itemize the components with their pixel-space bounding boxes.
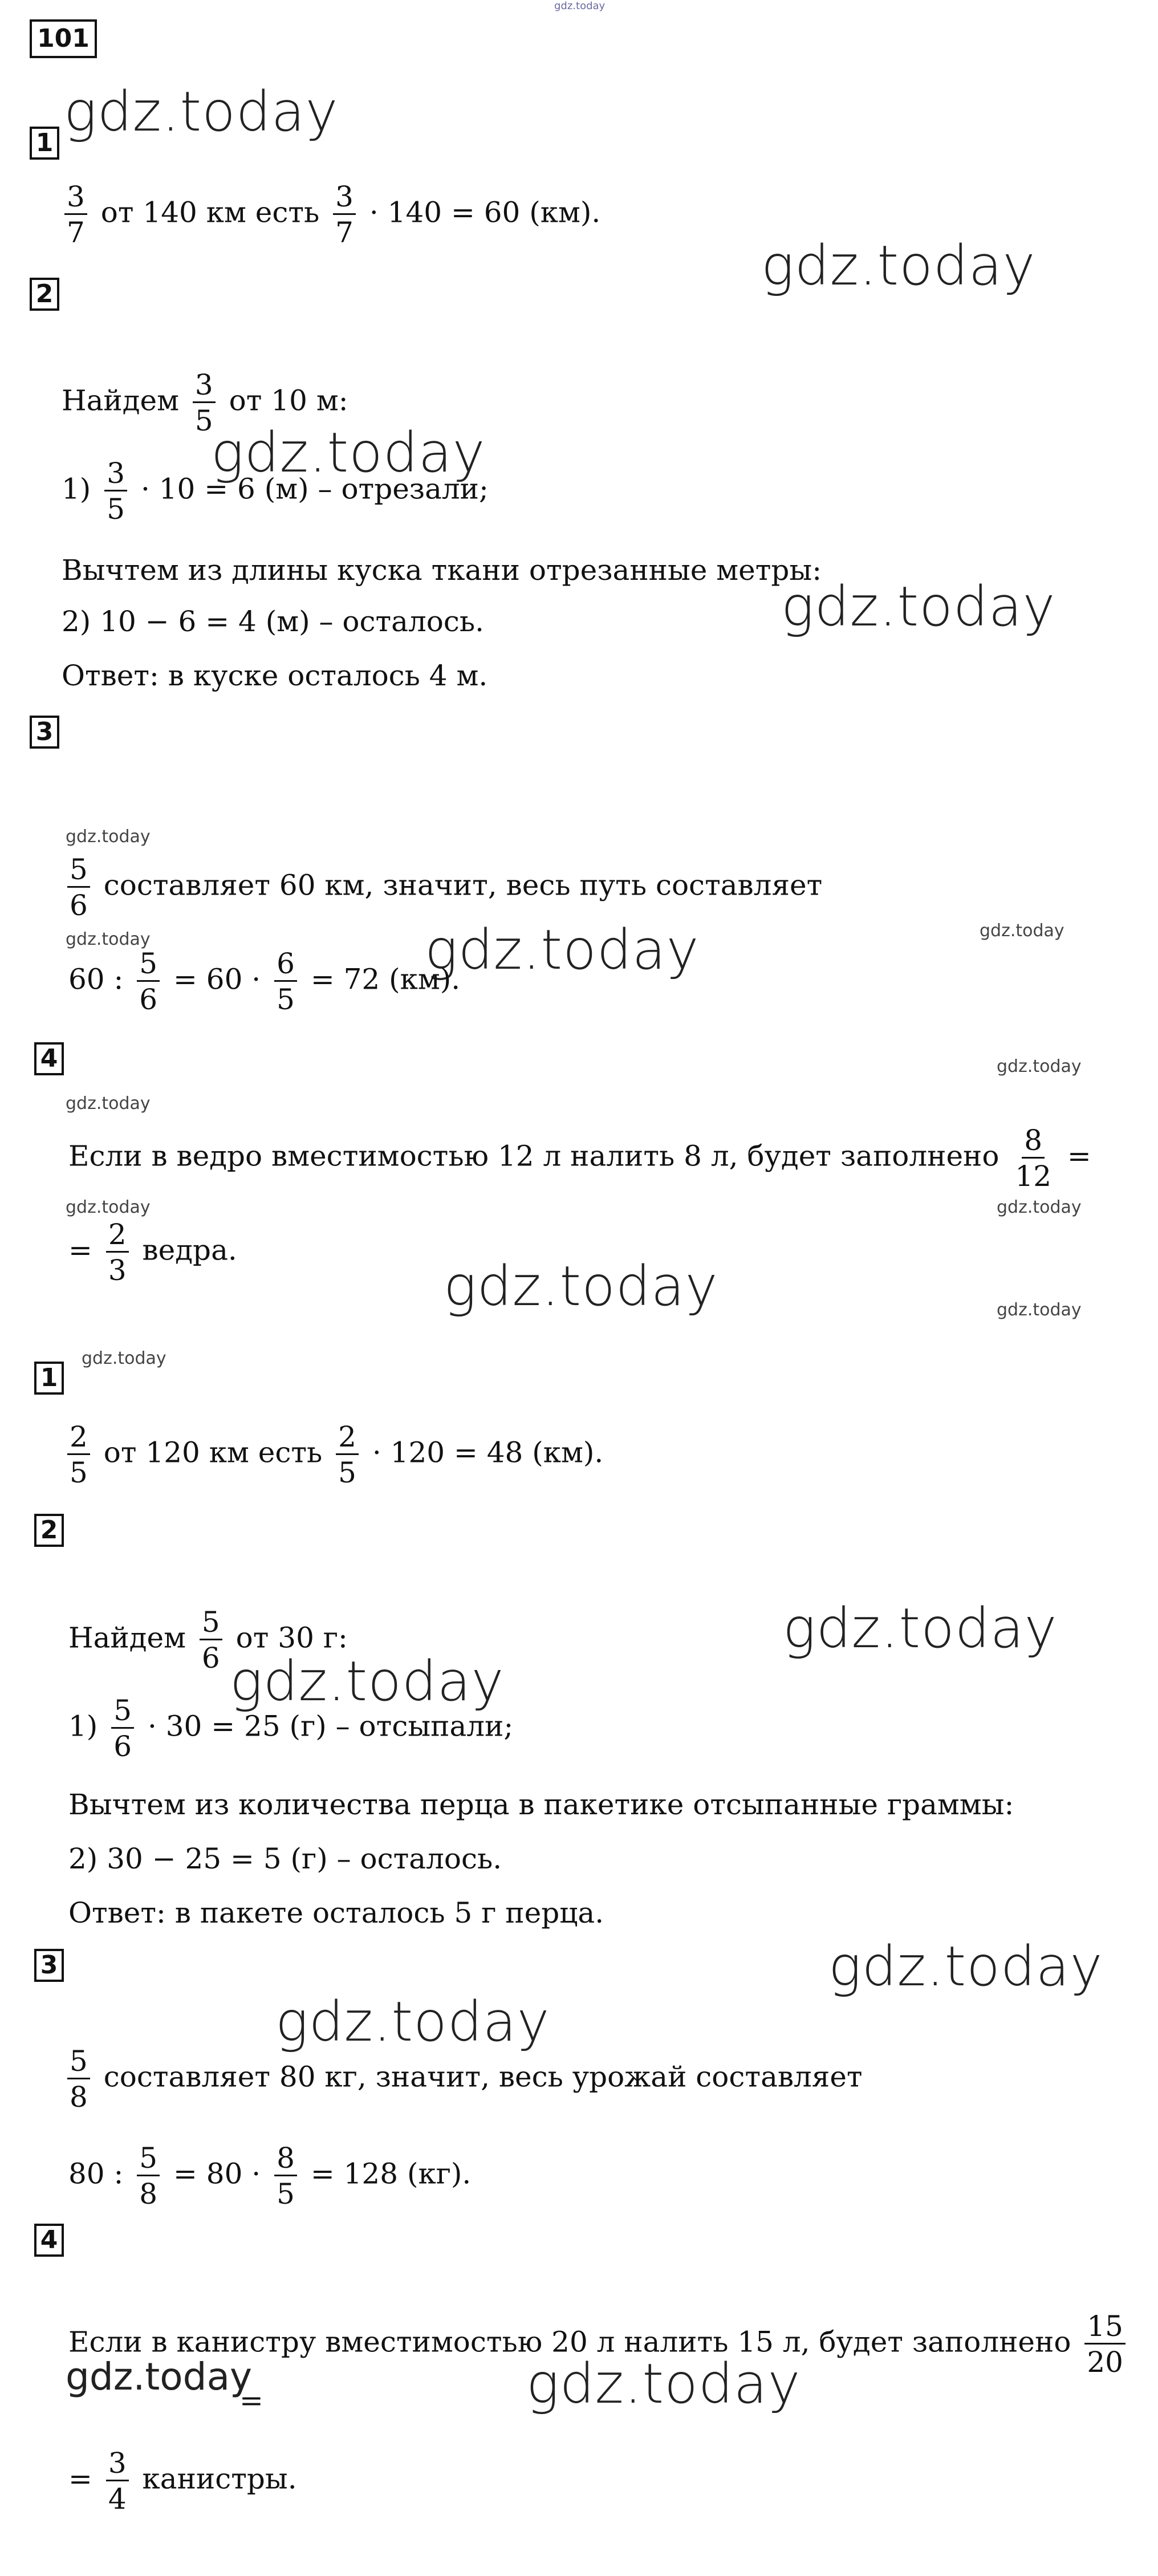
watermark: gdz.today xyxy=(66,1094,151,1114)
fraction: $\frac{3}{5}$ xyxy=(193,371,216,435)
watermark: gdz.today xyxy=(66,1197,151,1217)
task-line: $\frac{3}{7}$ от 140 км есть $\frac{3}{7}$ · 140 = 60 (км). xyxy=(60,182,600,247)
watermark: gdz.today xyxy=(66,929,151,949)
watermark: gdz.today xyxy=(64,80,339,144)
task-number: 1 xyxy=(34,1362,64,1395)
task-line: $\frac{5}{8}$ составляет 80 кг, значит, весь урожай составляет xyxy=(63,2047,863,2111)
watermark: gdz.today xyxy=(444,1254,718,1318)
watermark: gdz.today xyxy=(997,1197,1082,1217)
task-number: 2 xyxy=(30,278,59,311)
watermark: gdz.today xyxy=(230,1649,505,1713)
fraction: $\frac{3}{4}$ xyxy=(106,2449,129,2513)
watermark: gdz.today xyxy=(761,234,1036,298)
watermark: gdz.today xyxy=(66,827,151,847)
watermark: gdz.today xyxy=(781,575,1056,639)
fraction: $\frac{5}{6}$ xyxy=(137,949,160,1014)
watermark: gdz.today xyxy=(997,1057,1082,1076)
task-answer: Ответ: в куске осталось 4 м. xyxy=(62,659,488,692)
task-line: Найдем $\frac{3}{5}$ от 10 м: xyxy=(62,368,348,437)
task-number: 4 xyxy=(34,2224,64,2257)
fraction: $\frac{5}{6}$ xyxy=(200,1608,222,1672)
task-line: Если в канистру вместимостью 20 л налить 15 л, будет заполнено $\frac{15}{20}$ xyxy=(68,2312,1130,2376)
fraction: $\frac{8}{12}$ xyxy=(1015,1124,1052,1193)
task-answer: Ответ: в пакете осталось 5 г перца. xyxy=(68,1896,604,1929)
task-line: = $\frac{2}{3}$ ведра. xyxy=(68,1218,237,1287)
watermark: gdz.today xyxy=(980,921,1064,941)
fraction: $\frac{8}{5}$ xyxy=(274,2144,297,2208)
watermark: gdz.today xyxy=(828,1935,1103,1998)
task-line: 80 : $\frac{5}{8}$ = 80 · $\frac{8}{5}$ = 128 (кг). xyxy=(68,2142,472,2211)
task-line: 1) $\frac{5}{6}$ · 30 = 25 (г) – отсыпали; xyxy=(68,1694,514,1763)
task-line: 1) $\frac{3}{5}$ · 10 = 6 (м) – отрезали; xyxy=(62,457,489,526)
fraction: $\frac{3}{5}$ xyxy=(104,459,127,523)
task-number: 3 xyxy=(34,1949,64,1982)
task-line: Найдем $\frac{5}{6}$ от 30 г: xyxy=(68,1606,348,1675)
fraction: $\frac{2}{5}$ xyxy=(67,1423,90,1487)
fraction: $\frac{6}{5}$ xyxy=(274,949,297,1014)
task-number: 2 xyxy=(34,1514,64,1547)
task-line: 2) 10 − 6 = 4 (м) – осталось. xyxy=(62,605,484,638)
fraction: $\frac{2}{3}$ xyxy=(106,1220,129,1285)
task-line: 60 : $\frac{5}{6}$ = 60 · $\frac{6}{5}$ = 72 (км). xyxy=(68,947,461,1016)
task-line: Если в ведро вместимостью 12 л налить 8 л, будет заполнено $\frac{8}{12}$ = xyxy=(68,1124,1091,1193)
fraction: $\frac{3}{7}$ xyxy=(333,182,356,247)
task-line: = xyxy=(239,2384,263,2417)
task-number: 4 xyxy=(34,1042,64,1075)
task-line: Вычтем из количества перца в пакетике отсыпанные граммы: xyxy=(68,1788,1014,1821)
task-line: 2) 30 − 25 = 5 (г) – осталось. xyxy=(68,1842,502,1875)
fraction: $\frac{5}{6}$ xyxy=(67,855,90,920)
watermark: gdz.today xyxy=(82,1348,166,1368)
task-line: Вычтем из длины куска ткани отрезанные метры: xyxy=(62,554,822,587)
task-number: 3 xyxy=(30,716,59,749)
watermark: gdz.today xyxy=(554,0,606,12)
task-line: = $\frac{3}{4}$ канистры. xyxy=(68,2447,297,2516)
watermark: gdz.today xyxy=(275,1990,550,2054)
fraction: $\frac{2}{5}$ xyxy=(336,1423,359,1487)
task-number: 1 xyxy=(30,127,59,160)
fraction: $\frac{5}{8}$ xyxy=(67,2047,90,2111)
fraction: $\frac{5}{8}$ xyxy=(137,2144,160,2208)
fraction: $\frac{5}{6}$ xyxy=(111,1696,134,1761)
fraction: $\frac{3}{7}$ xyxy=(64,182,87,247)
watermark: gdz.today xyxy=(211,421,486,485)
watermark: gdz.today xyxy=(783,1596,1058,1660)
fraction: $\frac{15}{20}$ xyxy=(1084,2312,1126,2376)
watermark: gdz.today xyxy=(66,2355,253,2399)
watermark: gdz.today xyxy=(425,918,700,982)
watermark: gdz.today xyxy=(526,2352,801,2416)
task-line: $\frac{2}{5}$ от 120 км есть $\frac{2}{5}$ · 120 = 48 (км). xyxy=(63,1423,603,1487)
watermark: gdz.today xyxy=(997,1300,1082,1320)
task-line: $\frac{5}{6}$ составляет 60 км, значит, весь путь составляет xyxy=(63,855,822,920)
exercise-number: 101 xyxy=(30,19,97,58)
